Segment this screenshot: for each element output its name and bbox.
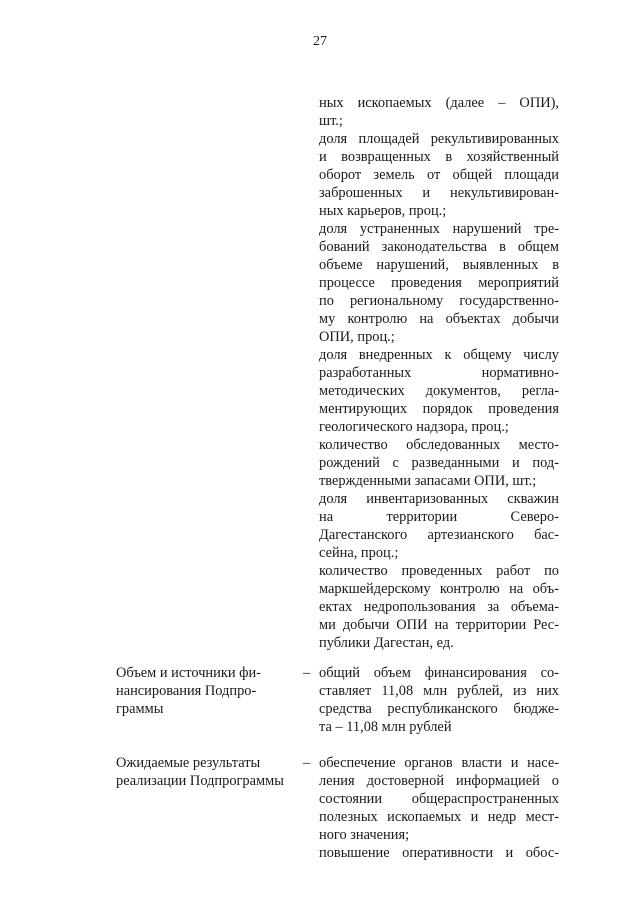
results-value: ного значения; bbox=[319, 827, 410, 843]
results-value: обеспечение органов власти и насе- bbox=[319, 755, 559, 771]
results-label: Ожидаемые результаты bbox=[116, 755, 261, 771]
text-line: ных карьеров, проц.; bbox=[319, 203, 447, 219]
text-line: ментирующих порядок проведения bbox=[319, 401, 559, 417]
results-value: ления достоверной информацией о bbox=[319, 773, 559, 789]
results-value: повышение оперативности и обос- bbox=[319, 845, 559, 861]
text-line: твержденными запасами ОПИ, шт.; bbox=[319, 473, 537, 489]
results-value: состоянии общераспространенных bbox=[319, 791, 559, 807]
text-line: и возвращенных в хозяйственный bbox=[319, 149, 559, 165]
financing-value: средства республиканского бюдже- bbox=[319, 701, 559, 717]
financing-label: граммы bbox=[116, 701, 164, 717]
text-line: ОПИ, проц.; bbox=[319, 329, 395, 345]
text-line: шт.; bbox=[319, 113, 343, 129]
financing-value: ставляет 11,08 млн рублей, из них bbox=[319, 683, 559, 699]
results-label: реализации Подпрограммы bbox=[116, 773, 284, 789]
text-line: доля инвентаризованных скважин bbox=[319, 491, 559, 507]
financing-label: Объем и источники фи- bbox=[116, 665, 261, 681]
text-line: методических документов, регла- bbox=[319, 383, 559, 399]
text-line: геологического надзора, проц.; bbox=[319, 419, 509, 435]
text-line: количество обследованных место- bbox=[319, 437, 559, 453]
text-line: сейна, проц.; bbox=[319, 545, 399, 561]
text-line: доля внедренных к общему числу bbox=[319, 347, 559, 363]
text-line: бований законодательства в общем bbox=[319, 239, 559, 255]
financing-value: общий объем финансирования со- bbox=[319, 665, 559, 681]
page-number: 27 bbox=[313, 34, 327, 49]
text-line: на территории Северо- bbox=[319, 509, 559, 525]
text-line: ектах недропользования за объема- bbox=[319, 599, 559, 615]
financing-label: нансирования Подпро- bbox=[116, 683, 257, 699]
text-line: процессе проведения мероприятий bbox=[319, 275, 559, 291]
text-line: по региональному государственно- bbox=[319, 293, 559, 309]
text-line: маркшейдерскому контролю на объ- bbox=[319, 581, 559, 597]
financing-dash: – bbox=[303, 665, 311, 681]
text-line: ми добычи ОПИ на территории Рес- bbox=[319, 617, 559, 633]
text-line: ных ископаемых (далее – ОПИ), bbox=[319, 95, 559, 111]
results-dash: – bbox=[303, 755, 311, 771]
text-line: заброшенных и некультивирован- bbox=[319, 185, 559, 201]
text-line: разработанных нормативно- bbox=[319, 365, 559, 381]
text-line: объеме нарушений, выявленных в bbox=[319, 257, 559, 273]
financing-value: та – 11,08 млн рублей bbox=[319, 719, 452, 735]
results-value: полезных ископаемых и недр мест- bbox=[319, 809, 559, 825]
text-line: количество проведенных работ по bbox=[319, 563, 559, 579]
text-line: оборот земель от общей площади bbox=[319, 167, 559, 183]
text-line: доля устраненных нарушений тре- bbox=[319, 221, 559, 237]
text-line: му контролю на объектах добычи bbox=[319, 311, 559, 327]
text-line: рождений с разведанными и под- bbox=[319, 455, 559, 471]
text-line: доля площадей рекультивированных bbox=[319, 131, 559, 147]
text-line: Дагестанского артезианского бас- bbox=[319, 527, 559, 543]
text-line: публики Дагестан, ед. bbox=[319, 635, 454, 651]
